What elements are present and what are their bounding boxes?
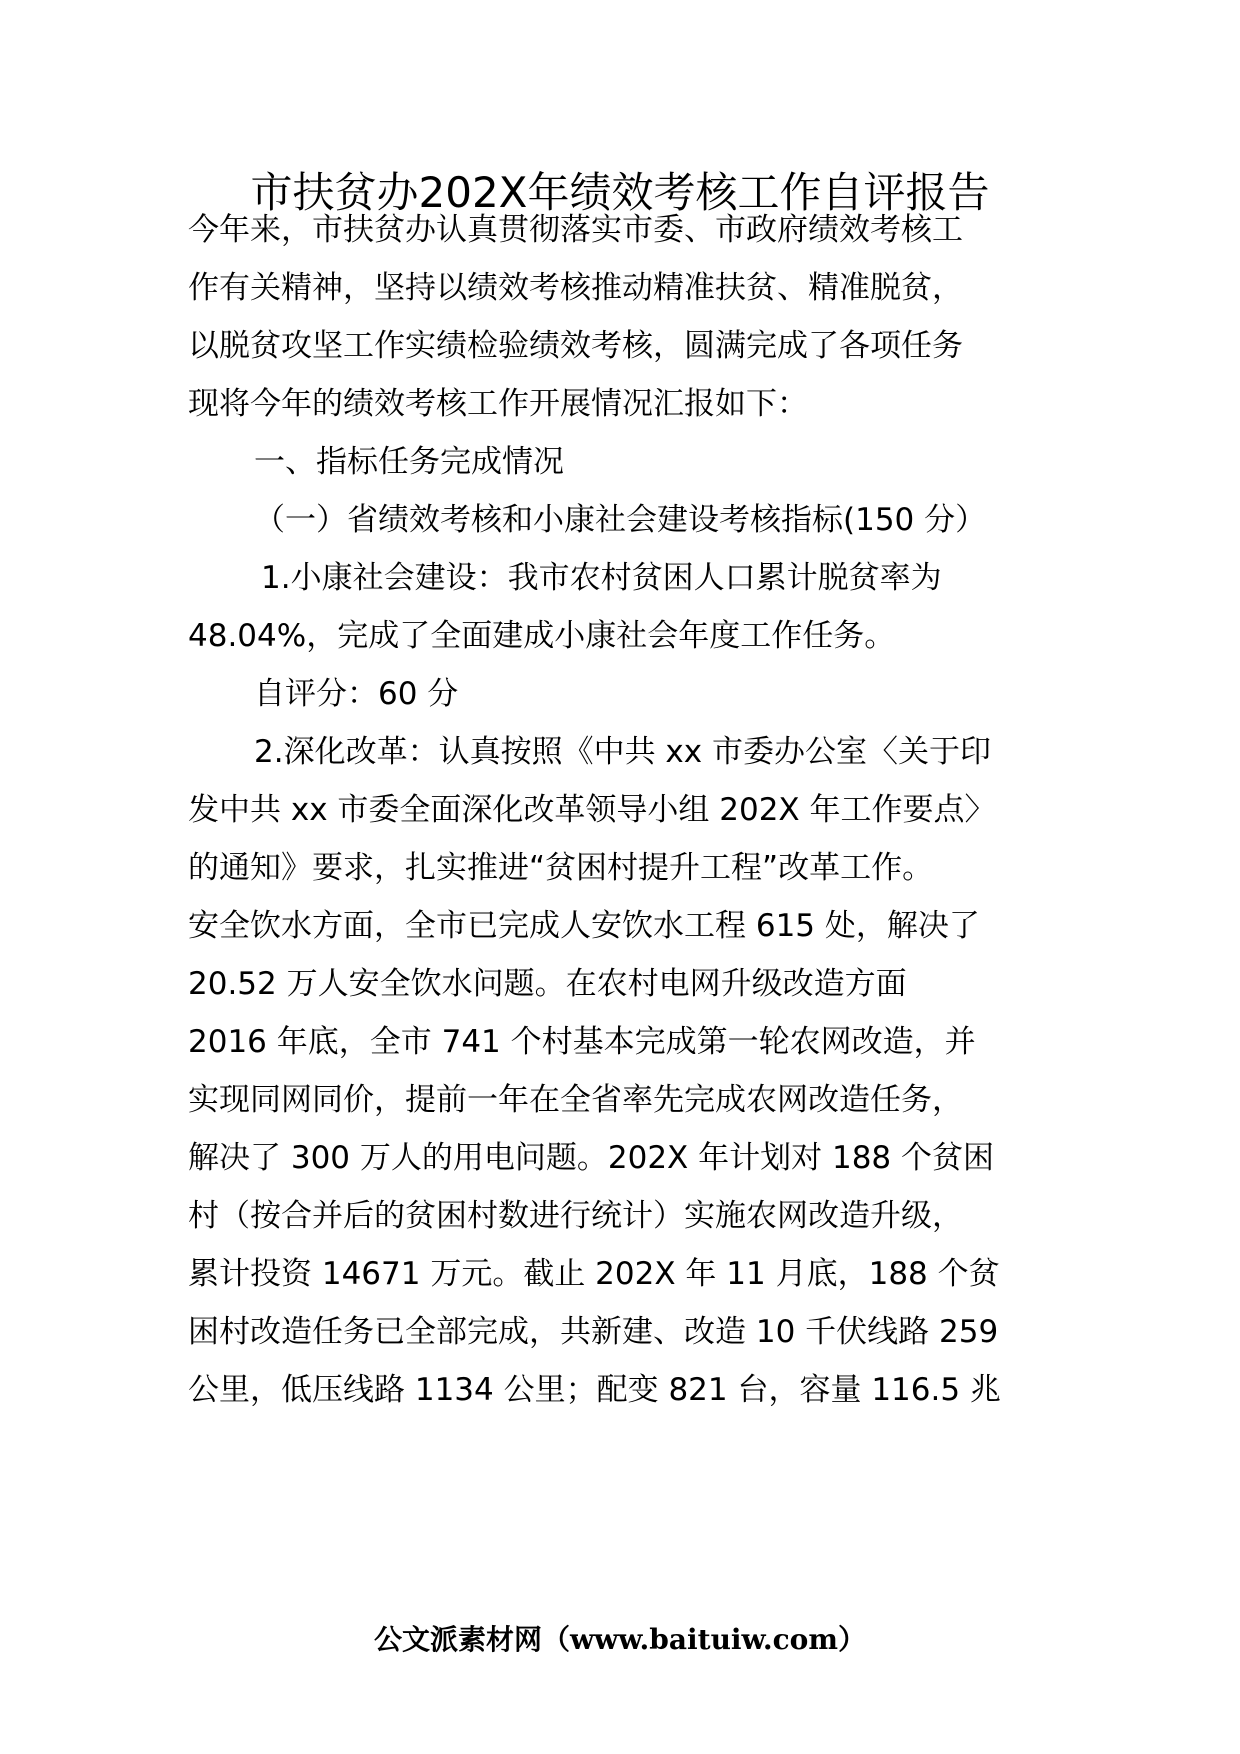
- paragraph-line: 安全饮水方面，全市已完成人安饮水工程 615 处，解决了: [188, 908, 980, 944]
- paragraph-line: 解决了 300 万人的用电问题。202X 年计划对 188 个贫困: [188, 1140, 995, 1176]
- paragraph-line: 公里，低压线路 1134 公里；配变 821 台，容量 116.5 兆: [188, 1372, 1001, 1408]
- paragraph-line: 累计投资 14671 万元。截止 202X 年 11 月底，188 个贫: [188, 1256, 1000, 1292]
- paragraph-line: 的通知》要求，扎实推进“贫困村提升工程”改革工作。: [188, 850, 934, 886]
- footer-watermark: 公文派素材网（www.baituiw.com）: [374, 1623, 866, 1656]
- paragraph-line: 48.04%，完成了全面建成小康社会年度工作任务。: [188, 618, 896, 654]
- paragraph-line: 作有关精神，坚持以绩效考核推动精准扶贫、精准脱贫，: [188, 270, 963, 306]
- paragraph-line: 发中共 xx 市委全面深化改革领导小组 202X 年工作要点〉: [188, 792, 996, 828]
- paragraph-line: 20.52 万人安全饮水问题。在农村电网升级改造方面: [188, 966, 907, 1002]
- self-score: 自评分：60 分: [254, 676, 459, 712]
- paragraph-line: 以脱贫攻坚工作实绩检验绩效考核，圆满完成了各项任务: [188, 328, 963, 364]
- paragraph-line: 村（按合并后的贫困村数进行统计）实施农网改造升级，: [188, 1198, 963, 1234]
- paragraph-line: 现将今年的绩效考核工作开展情况汇报如下：: [188, 386, 808, 422]
- paragraph-line: 困村改造任务已全部完成，共新建、改造 10 千伏线路 259: [188, 1314, 999, 1350]
- paragraph-line: 2016 年底，全市 741 个村基本完成第一轮农网改造，并: [188, 1024, 976, 1060]
- section-heading: 一、指标任务完成情况: [254, 444, 564, 480]
- document-title: 市扶贫办202X年绩效考核工作自评报告: [250, 168, 990, 217]
- subsection-heading: （一）省绩效考核和小康社会建设考核指标(150 分）: [254, 502, 987, 538]
- paragraph-line: 实现同网同价，提前一年在全省率先完成农网改造任务，: [188, 1082, 963, 1118]
- paragraph-line: 今年来，市扶贫办认真贯彻落实市委、市政府绩效考核工: [188, 212, 963, 248]
- paragraph-line: 2.深化改革：认真按照《中共 xx 市委办公室〈关于印: [254, 734, 991, 770]
- paragraph-line: 1.小康社会建设：我市农村贫困人口累计脱贫率为: [261, 560, 942, 596]
